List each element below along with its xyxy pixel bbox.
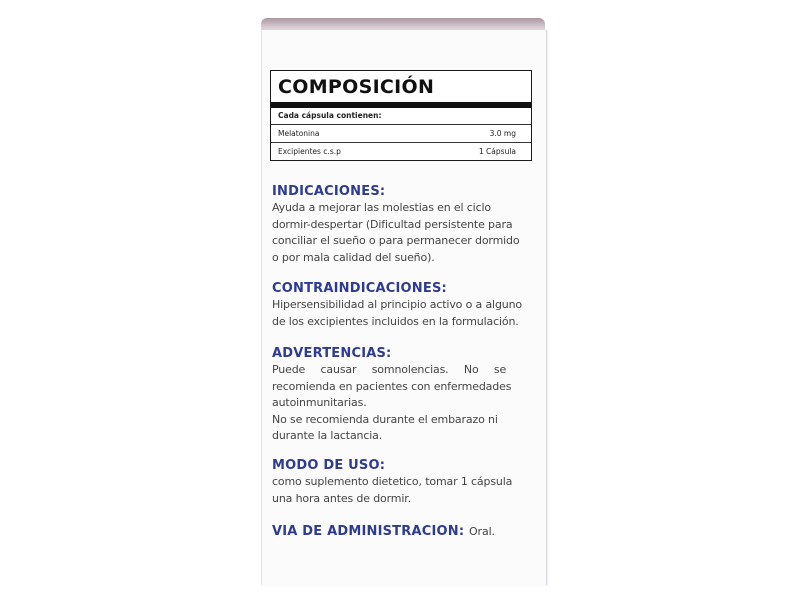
modo-de-uso-section (272, 458, 532, 507)
via-value: Oral. (468, 525, 495, 538)
via-title: VIA DE ADMINISTRACION: (272, 524, 465, 539)
via-section (272, 524, 532, 540)
advertencias-line: autoinmunitarias. (272, 396, 367, 409)
indicaciones-title: INDICACIONES: (272, 184, 386, 199)
composition-row (271, 124, 531, 142)
composition-header (271, 108, 531, 124)
indicaciones-line: Ayuda a mejorar las molestias en el ciclo (272, 201, 491, 214)
advertencias-line: Puede causar somnolencias. No se (272, 363, 507, 376)
modo-de-uso-line: una hora antes de dormir. (272, 491, 411, 505)
indicaciones-line: conciliar el sueño o para permanecer dormido (272, 234, 520, 247)
composition-header-text: Cada cápsula contienen: (278, 111, 382, 120)
indicaciones-line: o por mala calidad del sueño). (272, 250, 435, 264)
indicaciones-line: dormir-despertar (Dificultad persistente para (272, 217, 513, 231)
composition-title: COMPOSICIÓN (271, 71, 531, 108)
composition-row (271, 142, 531, 160)
ingredient-amount: 1 Cápsula (478, 147, 516, 156)
contraindicaciones-section (272, 281, 532, 330)
ingredient-amount: 3.0 mg (489, 129, 516, 138)
contraindicaciones-line: de los excipientes incluidos en la formulación. (272, 314, 519, 328)
contraindicaciones-line: Hipersensibilidad al principio activo o a alguno (272, 298, 523, 311)
via-line (272, 524, 532, 540)
advertencias-title: ADVERTENCIAS: (272, 346, 392, 361)
indicaciones-section (272, 184, 532, 266)
ingredient-name: Melatonina (278, 129, 320, 138)
advertencias-line: No se recomienda durante el embarazo ni (272, 412, 498, 426)
advertencias-line: recomienda en pacientes con enfermedades (272, 379, 512, 393)
composition-table (270, 70, 532, 161)
modo-de-uso-title: MODO DE USO: (272, 458, 386, 473)
ingredient-name: Excipientes c.s.p (278, 147, 341, 156)
modo-de-uso-line: como suplemento dietetico, tomar 1 cápsula (272, 475, 513, 488)
advertencias-section (272, 346, 532, 445)
advertencias-line: durante la lactancia. (272, 429, 383, 442)
contraindicaciones-title: CONTRAINDICACIONES: (272, 281, 447, 296)
